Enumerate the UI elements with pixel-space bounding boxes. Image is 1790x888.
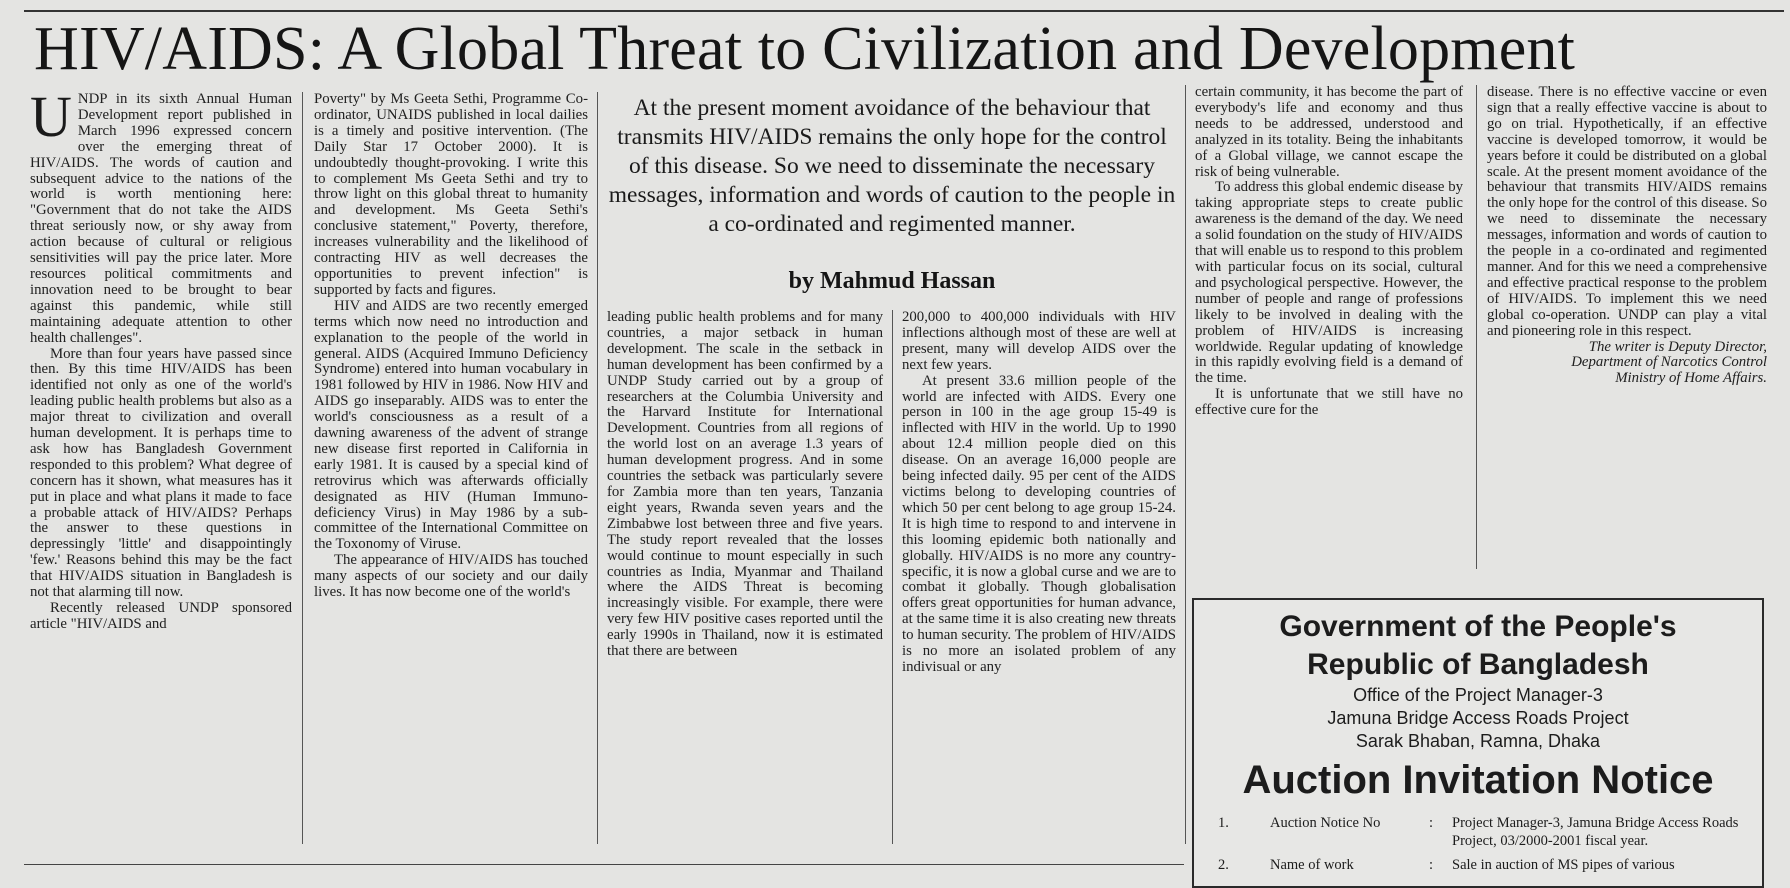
column-divider	[1476, 85, 1477, 569]
column-divider	[892, 310, 893, 844]
article-paragraph: leading public health problems and for many countries, a major setback in human development. The scale in the setback in human development has been confirmed by a UNDP Study carried out by a group of researchers at the Columbia University and the Harvard Institute for International Development. Countries from all regions of the world lost on an average 1.3 years of human development progress. And in some countries the setback was particularly severe for Zambia more than ten years, Tanzania eight years, Rwanda seven years and the Zimbabwe lost between three and five years. The study report revealed that the losses would continue to mount especially in such countries as India, Myanmar and Thailand where the AIDS Threat is becoming increasingly visible. For example, there were very few HIV positive cases reported until the early 1990s in Thailand, now it is estimated that there are between	[607, 309, 883, 660]
article-paragraph: certain community, it has become the part of everybody's life and economy and thus needs to be addressed, understood and analyzed in its totality. Being the inhabitants of a Global village, we cannot escape the risk of being vulnerable.	[1195, 84, 1463, 180]
article-paragraph: At present 33.6 million people of the world are infected with AIDS. Every one person in 100 in the age group 15-49 is inflected with HIV in the world. Up to 1990 about 12.4 million people died on this disease. On an average 16,000 people are being infected daily. 95 per cent of the AIDS victims belong to developing countries of which 50 per cent belong to age group 15-24. It is high time to respond to and intervene in this looming epidemic both nationally and globally. HIV/AIDS is no more any country-specific, it is now a global curse and we are to combat it globally. Though globalisation offers great opportunities for human advance, at the same time it is also creating new threats to human security. The problem of HIV/AIDS is no more an isolated problem of any indivisual or any	[902, 372, 1176, 675]
ad-row-value: Sale in auction of MS pipes of various	[1452, 857, 1675, 873]
pull-quote: At the present moment avoidance of the behaviour that transmits HIV/AIDS remains the only hope for the control of this disease. So we need to disseminate the necessary messages, information and words of caution to the people in a co-ordinated and regimented manner.	[608, 95, 1176, 237]
article-paragraph: Recently released UNDP sponsored article "HIV/AIDS and	[30, 600, 292, 632]
ad-office: Office of the Project Manager-3	[1353, 685, 1603, 705]
signoff-line: The writer is Deputy Director,	[1588, 338, 1767, 355]
byline: by Mahmud Hassan	[788, 268, 996, 294]
article-paragraph: To address this global endemic disease by taking appropriate steps to create public awareness is the demand of the day. We need a solid foundation on the study of HIV/AIDS that will enable us to respond to this problem with particular focus on its social, cultural and psychological perspective. However, the number of people and range of professions likely to be involved in dealing with the problem of HIV/AIDS is increasing worldwide. Regular updating of knowledge in this rapidly evolving field is a demand of the time.	[1195, 179, 1463, 387]
ad-title-line: Government of the People's	[1279, 610, 1677, 643]
article-paragraph: HIV and AIDS are two recently emerged terms which now need no introduction and explanation to the people of the world in general. AIDS (Acquired Immuno Deficiency Syndrome) entered into human vocabulary in 1981 followed by HIV in 1986. Now HIV and AIDS go inseparably. AIDS was to enter the world's consciousness as a result of a dawning awareness of the advent of strange new disease first reported in California in early 1981. It is caused by a special kind of retrovirus which was afterwards officially designated as HIV (Human Immuno-deficiency Virus) in May 1986 by a sub-committee of the International Committee on the Toxonomy of Viruse.	[314, 297, 588, 553]
article-column-5	[1195, 85, 1463, 569]
author-signoff	[1487, 340, 1767, 388]
ad-row-label: Auction Notice No	[1270, 815, 1381, 831]
article-paragraph: It is unfortunate that we still have no effective cure for the	[1195, 386, 1463, 419]
ad-title	[1194, 608, 1762, 684]
ad-row-colon: :	[1429, 815, 1434, 831]
signoff-line: Ministry of Home Affairs.	[1615, 370, 1767, 387]
ad-title-line: Republic of Bangladesh	[1307, 648, 1649, 681]
headline: HIV/AIDS: A Global Threat to Civilization and Development	[34, 15, 1576, 83]
ad-project: Jamuna Bridge Access Roads Project	[1327, 708, 1629, 728]
bottom-rule	[24, 864, 1184, 865]
ad-row-colon: :	[1429, 857, 1434, 873]
column-divider	[302, 92, 303, 844]
article-paragraph: Poverty" by Ms Geeta Sethi, Programme Co-ordinator, UNAIDS published in local dailies is a timely and positive intervention. (The Daily Star 17 October 2000). It is undoubtedly thought-provoking. I write this to complement Ms Geeta Sethi and try to throw light on this global threat to humanity and development. Ms Geeta Sethi's conclusive statement," Poverty, therefore, increases vulnerability and the likelihood of contracting HIV as well decreases the opportunities to prevent infection" is supported by facts and figures.	[314, 91, 588, 298]
ad-address: Sarak Bhaban, Ramna, Dhaka	[1355, 731, 1601, 751]
article-paragraph: The appearance of HIV/AIDS has touched many aspects of our society and our daily lives. It has now become one of the world's	[314, 552, 588, 601]
article-paragraph: UNDP in its sixth Annual Human Development report published in March 1996 expressed concern over the emerging threat of HIV/AIDS. The words of caution and subsequent advice to the nations of the world is worth mentioning here: "Government that do not take the AIDS threat seriously now, or shy away from action because of cultural or religious sensitivities will pay the price later. More resources political commitments and innovation need to be brought to bear against this pandemic, while still maintaining adequate attention to other health challenges".	[30, 84, 292, 346]
column-divider	[1185, 85, 1186, 844]
ad-row-label: Name of work	[1270, 857, 1354, 873]
signoff-line: Department of Narcotics Control	[1571, 354, 1767, 371]
article-paragraph: 200,000 to 400,000 individuals with HIV inflections although most of these are well at present, many will develop AIDS over the next few years.	[902, 309, 1176, 373]
article-column-6	[1487, 85, 1767, 569]
ad-row-value: Project Manager-3, Jamuna Bridge Access Roads Project, 03/2000-2001 fiscal year.	[1452, 815, 1739, 849]
auction-notice-ad	[1192, 598, 1764, 888]
article-paragraph: More than four years have passed since then. By this time HIV/AIDS has been identified not only as one of the world's leading public health problems but also as a major threat to civilization and overall human development. It is perhaps time to ask how has Bangladesh Government responded to this problem? What degree of concern has it shown, what measures has it put in place and what plans it made to face a probable attack of HIV/AIDS? Perhaps the answer to these questions in depressingly 'little' and disappointingly 'few.' Reasons behind this may be the fact that HIV/AIDS situation in Bangladesh is not that alarming till now.	[30, 345, 292, 601]
drop-cap: U	[30, 84, 72, 149]
column-divider	[597, 92, 598, 844]
article-column-3	[607, 310, 883, 844]
ad-row-number: 1.	[1218, 815, 1229, 831]
top-rule	[24, 10, 1784, 12]
ad-notice-title: Auction Invitation Notice	[1242, 758, 1714, 802]
ad-row	[1194, 814, 1762, 854]
article-column-2	[314, 92, 588, 844]
article-column-4	[902, 310, 1176, 844]
article-paragraph: disease. There is no effective vaccine or even sign that a really effective vaccine is about to go on trial. Hypothetically, if an effective vaccine is developed tomorrow, it would be years before it could be distributed on a global scale. At the present moment avoidance of the behaviour that transmits HIV/AIDS remains the only hope for the control of this disease. So we need to disseminate the necessary messages, information and words of caution to the people in a co-ordinated and regimented manner. And for this we need a comprehensive and effective practical response to the problem of HIV/AIDS. To implement this we need global co-operation. UNDP can play a vital and pioneering role in this respect.	[1487, 84, 1767, 339]
ad-row-number: 2.	[1218, 857, 1229, 873]
article-column-1	[30, 84, 292, 844]
ad-row	[1194, 856, 1762, 876]
